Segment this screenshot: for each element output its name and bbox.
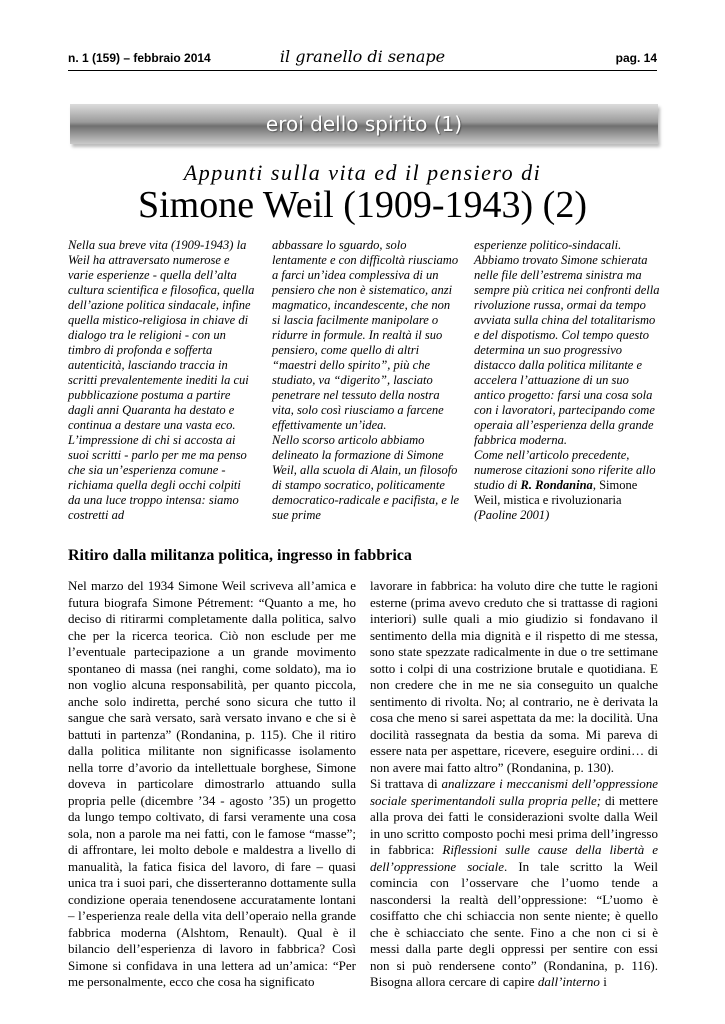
- body-text: di mettere alla prova dei fatti le considerazioni svolte dalla Weil in uno scritto composto pochi mesi prima dell’ingresso in fabbrica:: [370, 792, 658, 857]
- body-text: . In tale scritto la Weil comincia con l’osservare che l’uomo tende a nascondersi la realtà dell’oppressione: “L’uomo è cosiffatto che chi schiaccia non sente niente; è quello che è schiacciato che sente. Fino a che non ci si è messi dalla parte degli oppressi per sentire con essi non si può rendersene conto” (Rondanina, p. 116). Bisogna allora cercare di capire: [370, 858, 658, 989]
- intro-column-1: [68, 238, 256, 523]
- intro-paragraph: Nella sua breve vita (1909-1943) la Weil ha attraversato numerose e varie esperienze - quella dell’alta cultura scientifica e filosofica, quella dell’azione politica sindacale, infine quella mistico-religiosa in chiave di dialogo tra le religioni - con un timbro di profonda e sofferta autenticità, lasciando traccia in scritti prevalentemente inediti la cui pubblicazione postuma a partire dagli anni Quaranta ha destato e continua a destare una vasta eco. L’impressione di chi si accosta ai suoi scritti - parlo per me ma penso che sia un’esperienza comune - richiama quella degli occhi colpiti da una luce troppo intensa: siamo costretti ad: [68, 238, 255, 522]
- body-paragraph: [370, 776, 658, 991]
- intro-column-2: [272, 238, 460, 523]
- intro-paragraph: abbassare lo sguardo, solo lentamente e con difficoltà riusciamo a farci un’idea complessiva di un pensiero che non è sistematico, anzi magmatico, incandescente, che non si lascia facilmente manipolare o ridurre in formule. In realtà il suo pensiero, come quello di altri “maestri dello spirito”, più che studiato, va “digerito”, lasciato penetrare nel tessuto della nostra vita, solo così riusciamo a farcene effettivamente un’idea.: [272, 238, 459, 432]
- intro-paragraph: Nello scorso articolo abbiamo delineato la formazione di Simone Weil, alla scuola di Alain, un filosofo di stampo socratico, politicamente democratico-radicale e pacifista, e le sue prime: [272, 433, 460, 522]
- body-emphasis: analizzare i meccanismi dell’oppressione sociale sperimentandoli sulla propria pelle;: [370, 776, 658, 808]
- body-text: Si trattava di: [370, 776, 438, 791]
- intro-column-3: [474, 238, 662, 523]
- body-paragraph: Nel marzo del 1934 Simone Weil scriveva all’amica e futura biografa Simone Pétrement: “Quanto a me, ho deciso di ritirarmi completamente dalla politica, salvo che per la ricerca teorica. Ciò non esclude per me l’eventuale partecipazione a un grande movimento spontaneo di massa (nei ranghi, come soldato), ma io non voglio alcuna responsabilità, per quanto piccola, anche solo indiretta, perché sono sicura che tutto il sangue che sarà versato, sarà versato invano e che si è battuti in partenza” (Rondanina, p. 115). Che il ritiro dalla politica militante non significasse isolamento nella torre d’avorio da intellettuale borghese, Simone doveva in particolare dimostrarlo attuando sulla propria pelle (dicembre ’34 - agosto ’35) un progetto da lungo tempo coltivato, di farsi veramente una cosa sola, non a parole ma nei fatti, con le famose “masse”; di affrontare, lei molto debole e maldestra a livello di manualità, la fatica fisica del lavoro, di fare – quasi unica tra i suoi pari, che disserteranno dottamente sulla condizione operaia tenendosene accuratamente lontani – l’esperienza reale della vita dell’operaio nella grande fabbrica moderna (Alshtom, Renault). Qual è il bilancio dell’esperienza di lavoro in fabbrica? Così Simone si confidava in una lettera ad un’amica: “Per me personalmente, ecco che cosa ha significato: [68, 578, 356, 989]
- banner-text: eroi dello spirito (1): [265, 112, 463, 136]
- intro-note: [474, 448, 662, 523]
- section-heading: Ritiro dalla militanza politica, ingresso in fabbrica: [68, 547, 412, 564]
- note-comma: ,: [592, 478, 596, 492]
- cited-work-title: Riflessioni sulle cause della libertà e dell’oppressione sociale: [370, 842, 658, 874]
- issue-label: n. 1 (159) – febbraio 2014: [68, 51, 211, 65]
- body-text: i: [603, 974, 607, 989]
- page-number: pag. 14: [615, 51, 657, 65]
- article-subtitle: Appunti sulla vita ed il pensiero di: [183, 160, 542, 185]
- page-header: [68, 48, 657, 71]
- body-column-right: [370, 578, 658, 991]
- body-column-left: [68, 578, 356, 991]
- body-emphasis: dall’interno: [537, 974, 600, 989]
- intro-paragraph: esperienze politico-sindacali. Abbiamo trovato Simone schierata nelle file dell’estrema sinistra ma sempre più critica nei confronti della rivoluzione russa, ormai da tempo avviata sulla china del totalitarismo e del dispotismo. Col tempo questo determina un suo progressivo distacco dalla politica militante e accelera l’attuazione di un suo antico progetto: farsi una cosa sola con i lavoratori, partecipando come operaia all’esperienza della grande fabbrica moderna.: [474, 238, 660, 447]
- note-lead: Come nell’articolo precedente, numerose citazioni sono riferite allo studio di: [474, 448, 656, 492]
- note-publisher: (Paoline 2001): [474, 508, 550, 522]
- section-banner: [70, 104, 658, 144]
- body-paragraph: lavorare in fabbrica: ha voluto dire che tutte le ragioni esterne (prima avevo creduto che si trattasse di ragioni interiori) sulle quali a mio giudizio si fondavano il sentimento della mia dignità e il rispetto di me stessa, sono state spezzate radicalmente in due o tre settimane sotto i colpi di una costrizione brutale e quotidiana. E non credere che in me ne sia conseguito un qualche sentimento di rivolta. No; al contrario, ne è derivata la cosa che meno si sarei aspettata da me: la docilità. Una docilità rassegnata da bestia da soma. Mi pareva di essere nata per aspettare, ricevere, eseguire ordini… di non avere mai fatto altro” (Rondanina, p. 130).: [370, 578, 658, 775]
- note-author: R. Rondanina: [520, 478, 593, 492]
- note-book: Simone Weil, mistica e rivoluzionaria: [474, 478, 638, 507]
- article-title: Simone Weil (1909-1943) (2): [137, 184, 587, 226]
- publication-name: il granello di senape: [279, 47, 446, 66]
